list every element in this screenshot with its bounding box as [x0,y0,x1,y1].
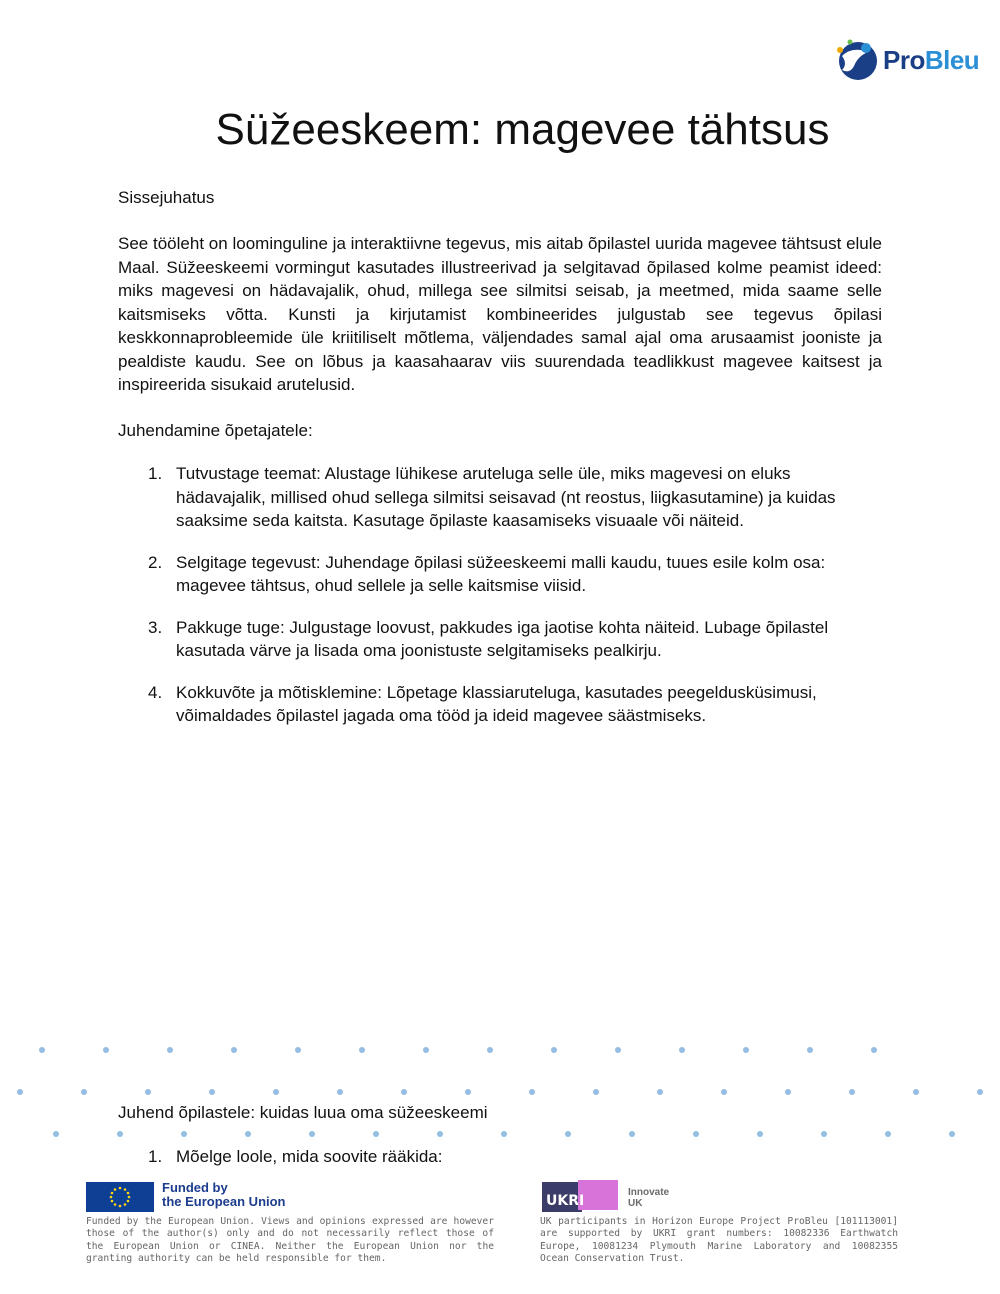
svg-text:UKRI: UKRI [546,1193,585,1209]
eu-flag-icon [86,1182,154,1212]
ukri-logo-icon [542,1180,618,1214]
list-item [118,551,882,598]
innovate-uk-label: Innovate UK [628,1187,670,1209]
eu-funded-label: Funded by the European Union [162,1180,286,1209]
intro-heading: Sissejuhatus [118,188,215,207]
ukri-disclaimer: UK participants in Horizon Europe Project ProBleu [101113001] are supported by UKRI grant numbers: 10082336 Earthwatch Europe, 10081234 Plymouth Marine Laboratory and 10082355 Ocean Conservation Trust. [540,1216,898,1265]
list-item [118,616,882,663]
list-number: 1. [148,1147,163,1166]
decorative-dots-icon [0,1040,1000,1150]
eu-disclaimer: Funded by the European Union. Views and opinions expressed are however those of the author(s) only and do not necessarily reflect those of the European Union or CINEA. Neither the European Union nor the granting authority can be held responsible for them. [86,1216,494,1265]
teacher-steps-list [118,462,882,746]
list-item [118,681,882,728]
list-item-text: Tutvustage teemat: Alustage lühikese aruteluga selle üle, miks magevesi on eluks hädavajalik, millised ohud sellega silmitsi seisavad (nt reostus, liigkasutamine) ja kuidas saaksime seda kaitsta. Kasutage õpilaste kaasamiseks visuaale või näiteid. [176,464,836,530]
list-number: 2. [148,552,163,572]
probleu-logo-text: ProBleu [883,45,980,75]
list-item-text: Selgitage tegevust: Juhendage õpilasi süžeeskeemi malli kaudu, tuues esile kolm osa: magevee tähtsus, ohud sellele ja selle kaitsmise viisid. [176,552,826,595]
list-number: 4. [148,682,163,702]
intro-text: See tööleht on loominguline ja interaktiivne tegevus, mis aitab õpilastel uurida magevee tähtsust elule Maal. Süžeeskeemi vormingut kasutades illustreerivad ja selgitavad õpilased kolme peamist ideed: miks magevesi on hädavajalik, ohud, millega see silmitsi seisab, ja meetmed, mida saame selle kaitsmiseks võtta. Kunsti ja kirjutamist kombineerides julgustab see tegevus õpilasi keskkonnaprobleemide üle kriitiliselt mõtlema, väljendades samal ajal oma arusaamist jooniste ja pealdiste kaudu. See on lõbus ja kaasahaarav viis suurendada teadlikkust magevee kaitsest ja inspireerida sisukaid arutelusid. [118,234,882,394]
list-item [118,1145,882,1169]
student-heading: Juhend õpilastele: kuidas luua oma süžeeskeemi [118,1103,488,1122]
list-number: 3. [148,617,163,637]
list-item [118,462,882,533]
list-item-text: Pakkuge tuge: Julgustage loovust, pakkudes iga jaotise kohta näiteid. Lubage õpilastel kasutada värve ja lisada oma joonistuste selgitamiseks pealkirju. [176,617,829,660]
list-item-text: Kokkuvõte ja mõtisklemine: Lõpetage klassiaruteluga, kasutades peegeldusküsimusi, võimaldades õpilastel jagada oma tööd ja ideid magevee säästmiseks. [176,682,817,725]
page-title: Süžeeskeem: magevee tähtsus [215,105,830,154]
list-number: 1. [148,464,163,483]
list-item-text: Mõelge loole, mida soovite rääkida: [176,1147,443,1166]
teacher-heading: Juhendamine õpetajatele: [118,421,313,440]
